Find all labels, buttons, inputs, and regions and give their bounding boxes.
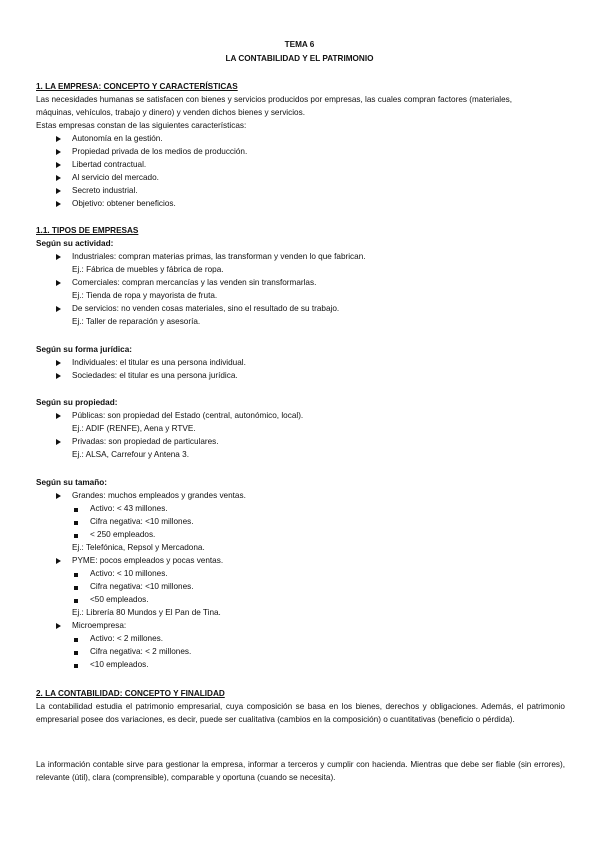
list-item: Secreto industrial.	[72, 186, 138, 195]
list-item: Grandes: muchos empleados y grandes ventas.	[72, 491, 246, 500]
paragraph-line: Estas empresas constan de las siguientes características:	[36, 121, 247, 130]
square-bullet-icon	[74, 651, 78, 655]
list-item: Autonomía en la gestión.	[72, 134, 163, 143]
arrow-bullet-icon	[56, 162, 61, 168]
sub-list-item: < 250 empleados.	[90, 530, 156, 539]
sub-list-item: Cifra negativa: < 2 millones.	[90, 647, 192, 656]
sub-list-item: <10 empleados.	[90, 660, 149, 669]
list-item: Comerciales: compran mercancías y las venden sin transformarlas.	[72, 278, 317, 287]
paragraph-line: Las necesidades humanas se satisfacen con bienes y servicios producidos por empresas, las cuales compran factores (materiales,	[36, 95, 513, 104]
category-label: Según su propiedad:	[36, 398, 118, 407]
list-item: De servicios: no venden cosas materiales, sino el resultado de su trabajo.	[72, 304, 340, 313]
subsection-heading: 1.1. TIPOS DE EMPRESAS	[36, 226, 139, 235]
list-item: Microempresa:	[72, 621, 127, 630]
square-bullet-icon	[74, 521, 78, 525]
square-bullet-icon	[74, 664, 78, 668]
square-bullet-icon	[74, 573, 78, 577]
section-heading: 2. LA CONTABILIDAD: CONCEPTO Y FINALIDAD	[36, 689, 225, 698]
arrow-bullet-icon	[56, 360, 61, 366]
list-item: Públicas: son propiedad del Estado (central, autonómico, local).	[72, 411, 304, 420]
paragraph-line: máquinas, vehículos, trabajo y dinero) y venden dichos bienes y servicios.	[36, 108, 305, 117]
arrow-bullet-icon	[56, 493, 61, 499]
category-label: Según su tamaño:	[36, 478, 107, 487]
arrow-bullet-icon	[56, 373, 61, 379]
paragraph: La información contable sirve para gestionar la empresa, informar a terceros y cumplir con hacienda. Mientras que debe ser fiable (sin errores), relevante (útil), clara (comprensible), comparable y oportuna (cuando se necesita).	[36, 760, 565, 782]
square-bullet-icon	[74, 508, 78, 512]
list-item: Libertad contractual.	[72, 160, 147, 169]
sub-list-item: Cifra negativa: <10 millones.	[90, 517, 194, 526]
arrow-bullet-icon	[56, 201, 61, 207]
arrow-bullet-icon	[56, 188, 61, 194]
example-line: Ej.: Taller de reparación y asesoría.	[72, 317, 201, 326]
arrow-bullet-icon	[56, 623, 61, 629]
arrow-bullet-icon	[56, 439, 61, 445]
list-item: Sociedades: el titular es una persona jurídica.	[72, 371, 238, 380]
list-item: Individuales: el titular es una persona individual.	[72, 358, 246, 367]
arrow-bullet-icon	[56, 306, 61, 312]
arrow-bullet-icon	[56, 413, 61, 419]
topic-number: TEMA 6	[284, 40, 315, 49]
arrow-bullet-icon	[56, 136, 61, 142]
arrow-bullet-icon	[56, 254, 61, 260]
example-line: Ej.: Telefónica, Repsol y Mercadona.	[72, 543, 205, 552]
square-bullet-icon	[74, 586, 78, 590]
square-bullet-icon	[74, 599, 78, 603]
arrow-bullet-icon	[56, 175, 61, 181]
list-item: Industriales: compran materias primas, las transforman y venden lo que fabrican.	[72, 252, 366, 261]
example-line: Ej.: ADIF (RENFE), Aena y RTVE.	[72, 424, 196, 433]
arrow-bullet-icon	[56, 280, 61, 286]
sub-list-item: Activo: < 2 millones.	[90, 634, 164, 643]
example-line: Ej.: Tienda de ropa y mayorista de fruta.	[72, 291, 218, 300]
list-item: Propiedad privada de los medios de producción.	[72, 147, 248, 156]
example-line: Ej.: Fábrica de muebles y fábrica de ropa.	[72, 265, 224, 274]
sub-list-item: Activo: < 10 millones.	[90, 569, 168, 578]
sub-list-item: <50 empleados.	[90, 595, 149, 604]
list-item: Objetivo: obtener beneficios.	[72, 199, 176, 208]
category-label: Según su forma jurídica:	[36, 345, 132, 354]
square-bullet-icon	[74, 638, 78, 642]
example-line: Ej.: ALSA, Carrefour y Antena 3.	[72, 450, 189, 459]
example-line: Ej.: Librería 80 Mundos y El Pan de Tina.	[72, 608, 221, 617]
sub-list-item: Cifra negativa: <10 millones.	[90, 582, 194, 591]
list-item: PYME: pocos empleados y pocas ventas.	[72, 556, 224, 565]
arrow-bullet-icon	[56, 149, 61, 155]
section-heading: 1. LA EMPRESA: CONCEPTO Y CARACTERÍSTICAS	[36, 82, 238, 91]
category-label: Según su actividad:	[36, 239, 114, 248]
document-title: LA CONTABILIDAD Y EL PATRIMONIO	[225, 54, 374, 63]
sub-list-item: Activo: < 43 millones.	[90, 504, 168, 513]
square-bullet-icon	[74, 534, 78, 538]
paragraph: La contabilidad estudia el patrimonio empresarial, cuya composición se basa en los bienes, derechos y obligaciones. Además, el patrimonio empresarial posee dos variaciones, es decir, puede ser cualitativa (cambios en la composición) o cuantitativas (beneficio o pérdida).	[36, 702, 565, 724]
list-item: Privadas: son propiedad de particulares.	[72, 437, 219, 446]
list-item: Al servicio del mercado.	[72, 173, 159, 182]
arrow-bullet-icon	[56, 558, 61, 564]
